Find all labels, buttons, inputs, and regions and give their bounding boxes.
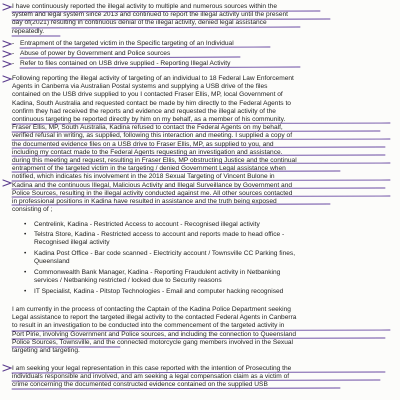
paragraph-police-contact: I am currently in the process of contacting the Captain of the Kadina Police Department seeking Legal assistance to report the targeted illegal activity to the contacted Federal Agents in Canberra to result in an investigation to be conducted into the commencement of the targeted activity in Port Pirie, involving Government and Police sources, and including the connection to Queensland Police Sources, Townsville, and the connected motorcycle gang members involved in the Sexual targeting and targeting. [12, 306, 297, 355]
list-item-commonwealth-bank: Commonwealth Bank Manager, Kadina - Reporting Fraudulent activity in Netbanking services / Netbanking restricted / locked due to Security reasons [34, 269, 281, 285]
dash-marker: - [12, 50, 15, 57]
margin-arrow-mark [3, 51, 11, 57]
bullet-text: Refer to files contained on USB drive supplied - Reporting Illegal Activity [20, 60, 231, 67]
margin-arrow-mark [3, 365, 11, 371]
margin-arrow-mark [3, 76, 11, 82]
margin-arrow-mark [3, 180, 11, 186]
list-item-post-office: Kadina Post Office - Bar code scanned - Electricity account / Townsville CC Parking fines, Queensland [34, 250, 296, 266]
bullet-dot: • [24, 221, 27, 228]
bullet-dot: • [24, 288, 27, 295]
list-item-telstra: Telstra Store, Kadina - Restricted access to account and reports made to head office - Recognised illegal activity [34, 231, 285, 247]
bullet-dot: • [24, 231, 27, 238]
paragraph-legal-representation: I am seeking your legal representation in this case reported with the intention of Prosecuting the individuals responsible and involved, and am seeking a legal compensation claim as a victim of crime concerning the documented constructed evidence contained on the supplied USB [12, 365, 292, 389]
paragraph-reporting-history: I have continuously reported the illegal activity to multiple and numerous sources within the system and legal system since 2013 and continued to report the illegal activity until the present day of(2021) resulting in continuous denial of the illegal activity, denied legal assistance repeatedly. [12, 3, 288, 35]
list-item-centrelink: Centrelink, Kadina - Restricted Access to account - Recognised illegal activity [34, 221, 260, 228]
paragraph-federal-agents: Following reporting the illegal activity of targeting of an individual to 18 Federal Law Enforcement Agents in Canberra via Australian Postal systems and supplying a USB drive of the files contained on the USB drive supplied to you I contacted Fraser Ellis, MP, local Government of Kadina, South Australia and requested contact be made by him directly to the Federal Agents to confirm they had received the reports and evidence and requested the illegal activity of the continuous targeting be reported directly by him on my behalf, as a member of his community. Fraser Ellis, MP, South Australia, Kadina refused to contact the Federal Agents on my behalf, verified refusal in writing, as supplied, following this interaction and meeting. I supplied a copy of the documented evidence files on a USB drive to Fraser Ellis, MP, as supplied to you, and including my contact made to the Federal Agents requesting an investigation and assistance. during this meeting and request, resulting in Fraser Ellis, MP obstructing Justice and the continual entrapment of the targeted victim in the targeting / denied Government Legal assistance when notified, which indicates his involvement in the 2018 Sexual Targeting of Vincent Bulone in Kadina and the continuous Illegal, Malicious Activity and Illegal Surveillance by Government and Police Sources, resulting in the illegal activity conducted against me. All other sources contacted in professional positions in Kadina have resulted in assistance and the truth being exposed consisting of ; [12, 75, 297, 214]
margin-arrow-mark [3, 4, 11, 10]
bullet-text: Abuse of power by Government and Police sources [20, 50, 171, 57]
bullet-dot: • [24, 269, 27, 276]
list-item-it-specialist: IT Specialist, Kadina - Pitstop Technologies - Email and computer hacking recognised [34, 288, 284, 295]
bullet-text: Entrapment of the targeted victim in the Specific targeting of an Individual [20, 40, 234, 47]
dash-marker: - [12, 60, 15, 67]
margin-arrow-mark [3, 61, 11, 67]
bullet-dot: • [24, 250, 27, 257]
dash-marker: - [12, 40, 15, 47]
margin-arrow-mark [3, 41, 11, 47]
